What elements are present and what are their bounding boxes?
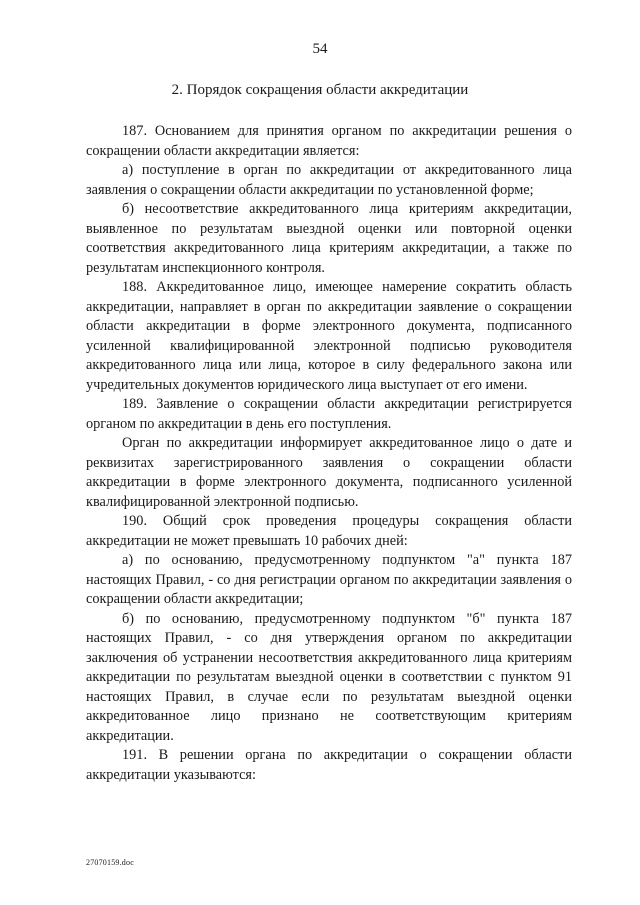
document-body — [86, 122, 572, 785]
paragraph-187-b: б) несоответствие аккредитованного лица критериям аккредитации, выявленное по результатам выездной оценки или повторной оценки соответствия аккредитованного лица критериям аккредитации, а также по результатам инспекционного контроля. — [86, 201, 572, 276]
page-number: 54 — [312, 41, 328, 57]
paragraph-189: 189. Заявление о сокращении области аккредитации регистрируется органом по аккредитации в день его поступления. — [86, 396, 572, 432]
paragraph-191: 191. В решении органа по аккредитации о сокращении области аккредитации указываются: — [86, 747, 572, 783]
paragraph-189-info: Орган по аккредитации информирует аккредитованное лицо о дате и реквизитах зарегистрированного заявления о сокращении области аккредитации в форме электронного документа, подписанного усиленной квалифицированной электронной подписью. — [86, 435, 572, 510]
section-title: 2. Порядок сокращения области аккредитации — [171, 82, 469, 98]
paragraph-188: 188. Аккредитованное лицо, имеющее намерение сократить область аккредитации, направляет в орган по аккредитации заявление о сокращении области аккредитации в форме электронного документа, подписанного усиленной квалифицированной электронной подписью руководителя аккредитованного лица или лица, которое в силу федерального закона или учредительных документов юридического лица выступает от его имени. — [86, 279, 572, 393]
paragraph-190-a: а) по основанию, предусмотренному подпунктом "а" пункта 187 настоящих Правил, - со дня регистрации органом по аккредитации заявления о сокращении области аккредитации; — [86, 552, 572, 607]
paragraph-187-a: а) поступление в орган по аккредитации от аккредитованного лица заявления о сокращении области аккредитации по установленной форме; — [86, 162, 572, 198]
footer-file-code: 27070159.doc — [86, 858, 134, 867]
paragraph-190-b: б) по основанию, предусмотренному подпунктом "б" пункта 187 настоящих Правил, - со дня утверждения органом по аккредитации заключения об устранении несоответствия аккредитованного лица критериям аккредитации по результатам выездной оценки в соответствии с пунктом 91 настоящих Правил, в случае если по результатам выездной оценки аккредитованное лицо признано не соответствующим критериям аккредитации. — [86, 610, 572, 744]
paragraph-187: 187. Основанием для принятия органом по аккредитации решения о сокращении области аккредитации является: — [86, 123, 572, 159]
paragraph-190: 190. Общий срок проведения процедуры сокращения области аккредитации не может превышать 10 рабочих дней: — [86, 513, 572, 549]
